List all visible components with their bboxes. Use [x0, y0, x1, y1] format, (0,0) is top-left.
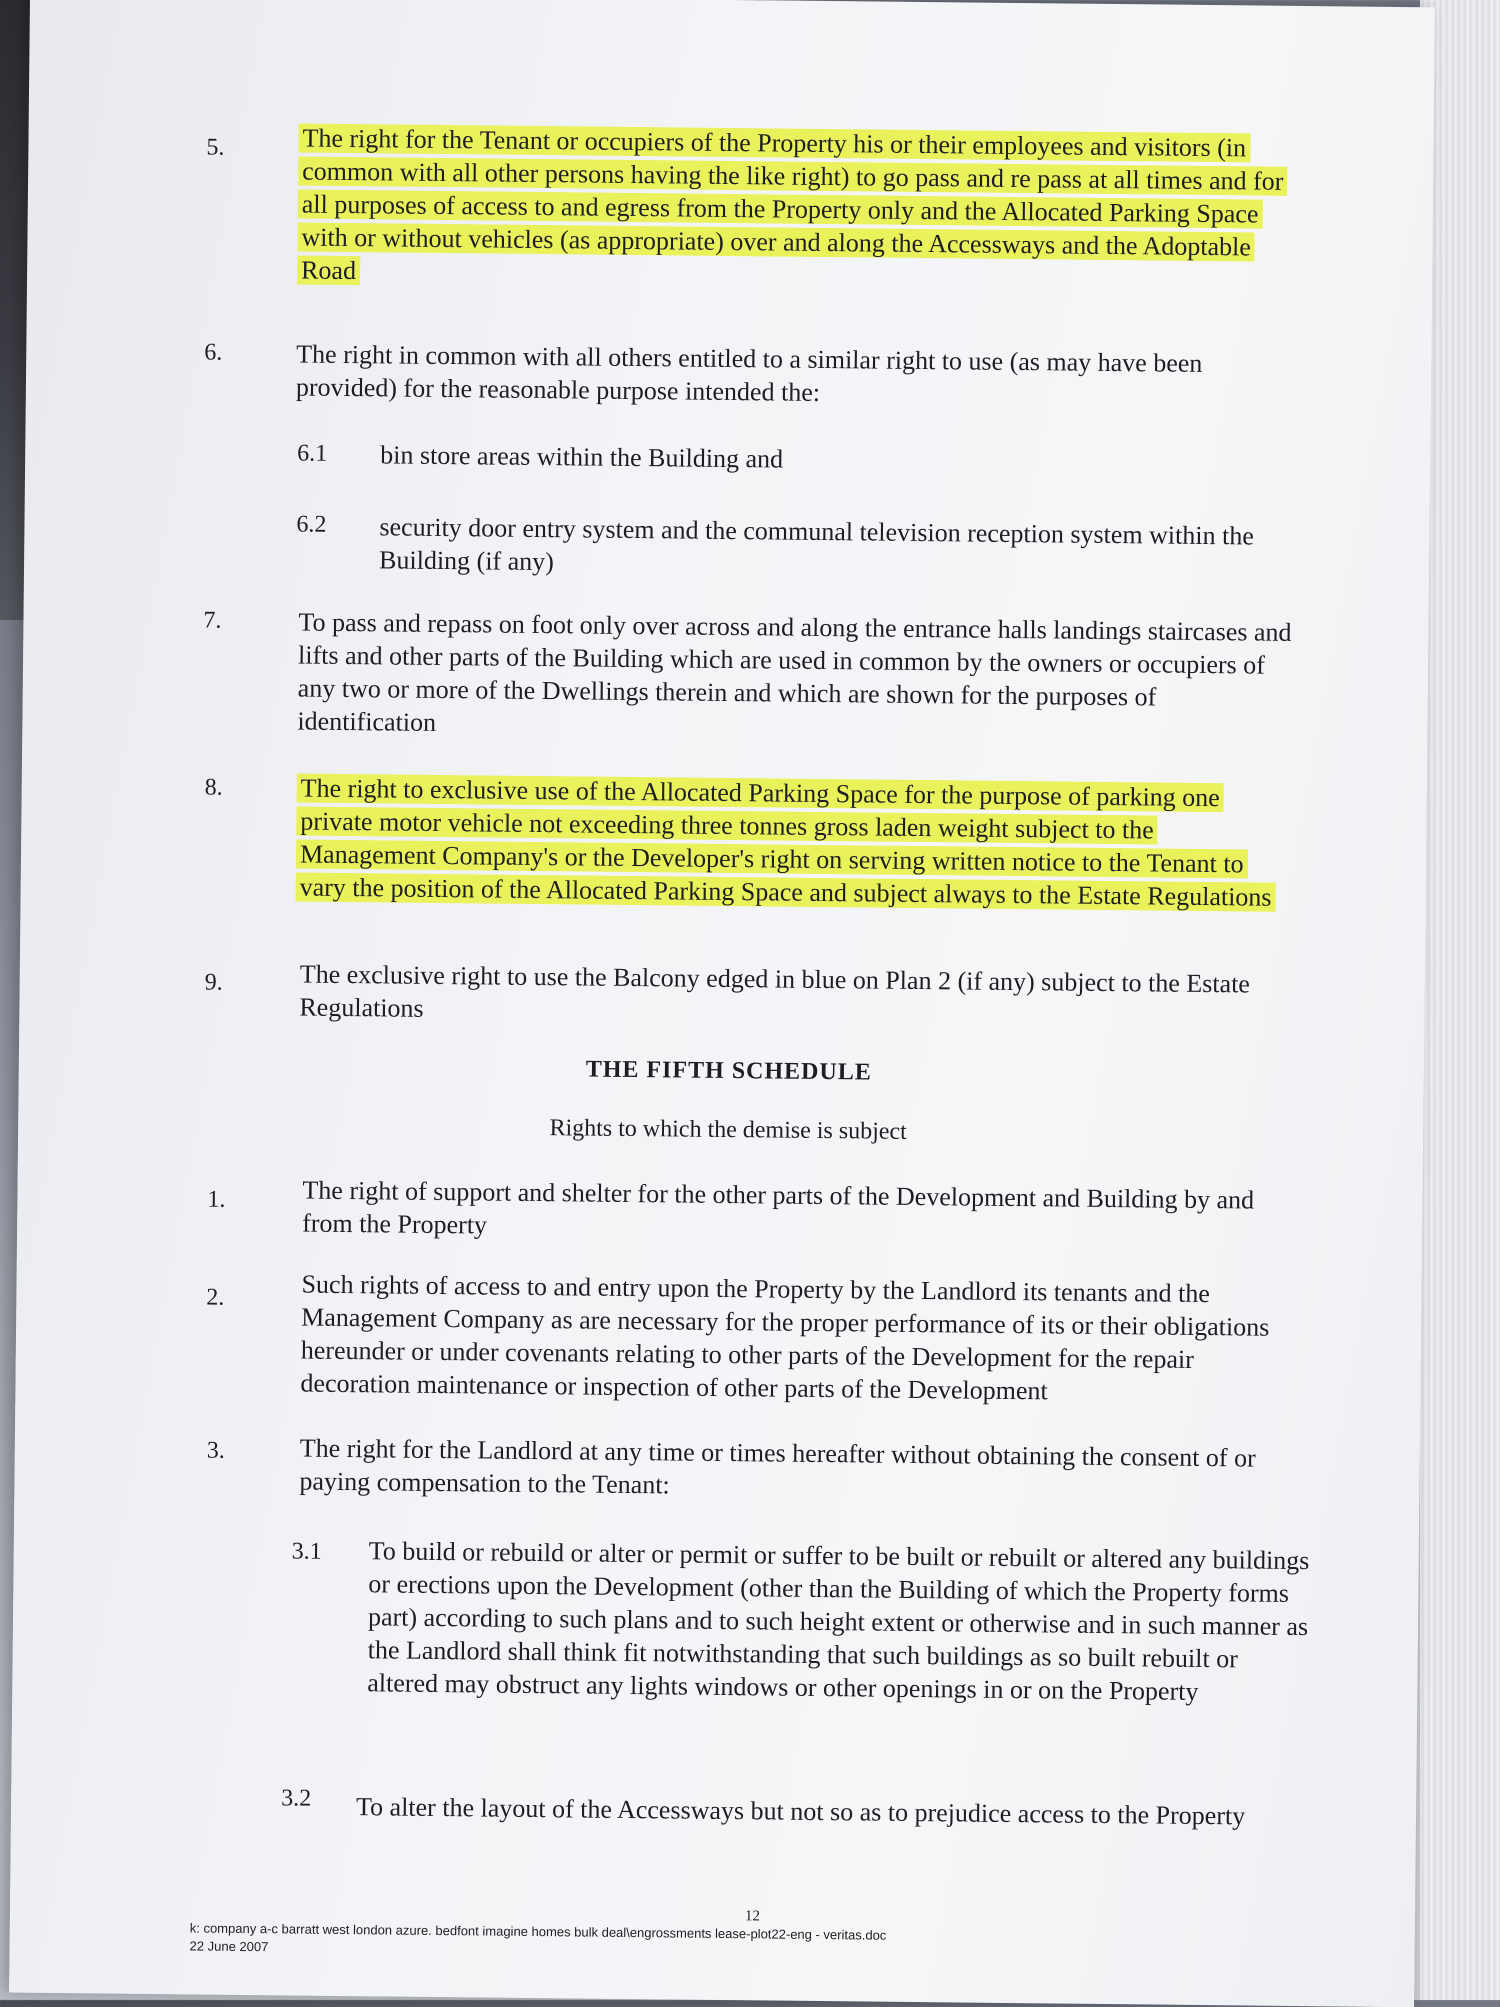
subclause-text: bin store areas within the Building and: [380, 440, 784, 474]
schedule-clause-number: 2.: [206, 1284, 225, 1311]
schedule-clause-text: The right for the Landlord at any time or times hereafter without obtaining the consent of or paying compensation to the Tenant:: [299, 1433, 1256, 1500]
clause-number: 6.: [204, 339, 223, 366]
schedule-subclause-text: To build or rebuild or alter or permit or suffer to be built or rebuilt or altered any buildings or erections upon the Development (other than the Building of which the Property forms part) according to such plans and to such height extent or otherwise and in such manner as the Landlord shall think fit notwithstanding that such buildings as so built rebuilt or altered may obstruct any lights windows or other openings in or on the Property: [367, 1536, 1310, 1706]
schedule-title: THE FIFTH SCHEDULE: [585, 1056, 872, 1086]
clause-text: To pass and repass on foot only over across and along the entrance halls landings staircases and lifts and other parts of the Building which are used in common by the owners or occupiers of any two or more of the Dwellings therein and which are shown for the purposes of identification: [297, 607, 1292, 737]
schedule-subclause-number: 3.1: [291, 1538, 322, 1565]
clause-text-highlighted: [296, 771, 1292, 913]
subclause-text: security door entry system and the communal television reception system within the Building (if any): [378, 512, 1254, 577]
schedule-clause-number: 3.: [206, 1437, 225, 1464]
footer-file-path: k: company a-c barratt west london azure. bedfont imagine homes bulk deal\engrossments lease-plot22-eng - veritas.doc: [189, 1920, 887, 1943]
clause-number: 9.: [204, 969, 223, 996]
schedule-clause-number: 1.: [207, 1186, 226, 1213]
clause-text-highlighted: [297, 121, 1299, 296]
clause-text: The exclusive right to use the Balcony edged in blue on Plan 2 (if any) subject to the Estate Regulations: [299, 959, 1251, 1023]
schedule-subtitle: Rights to which the demise is subject: [549, 1115, 907, 1145]
schedule-clause-text: Such rights of access to and entry upon the Property by the Landlord its tenants and the Management Company as are necessary for the proper performance of its or their obligations hereunder or under covenants relating to other parts of the Development for the repair decoration maintenance or inspection of other parts of the Development: [300, 1269, 1270, 1406]
schedule-subclause-number: 3.2: [281, 1785, 312, 1812]
clause-number: 7.: [203, 607, 222, 634]
schedule-clause-text: The right of support and shelter for the other parts of the Development and Building by and from the Property: [302, 1175, 1255, 1240]
clause-number: 5.: [206, 134, 225, 161]
subclause-number: 6.2: [296, 511, 327, 538]
footer-date: 22 June 2007: [189, 1938, 269, 1955]
document-page: [9, 0, 1435, 2007]
schedule-subclause-text: To alter the layout of the Accessways but not so as to prejudice access to the Property: [355, 1792, 1246, 1831]
highlighted-text: The right for the Tenant or occupiers of the Property his or their employees and visitors (in common with all other persons having the like right) to go pass and re pass at all times and for all purposes of access to and egress from the Property only and the Allocated Parking Space with or without vehicles (as appropriate) over and along the Accessways and the Adoptable Road: [297, 123, 1288, 285]
page-stack-edge: [1420, 0, 1500, 2000]
clause-number: 8.: [204, 774, 223, 801]
highlighted-text: The right to exclusive use of the Allocated Parking Space for the purpose of parking one private motor vehicle not exceeding three tonnes gross laden weight subject to the Management Company's or the Developer's right on serving written notice to the Tenant to vary the position of the Allocated Parking Space and subject always to the Estate Regulations: [296, 773, 1276, 911]
subclause-number: 6.1: [297, 440, 328, 467]
clause-text: The right in common with all others entitled to a similar right to use (as may have been provided) for the reasonable purpose intended the:: [295, 339, 1203, 407]
page-number: 12: [744, 1908, 761, 1925]
